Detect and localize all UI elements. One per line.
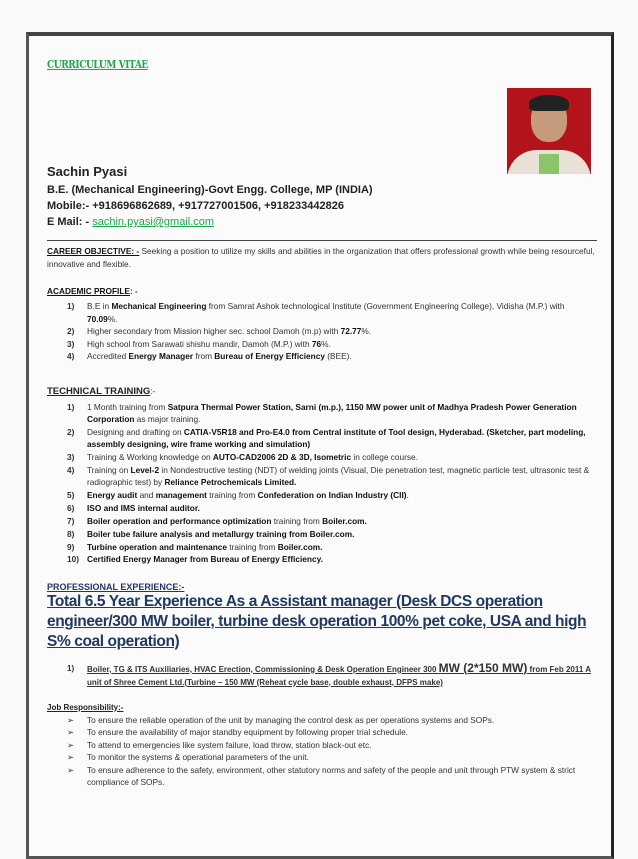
technical-list <box>47 401 597 566</box>
item-text: Turbine operation and maintenance <box>87 541 227 552</box>
cv-page <box>26 32 614 859</box>
technical-section <box>47 381 597 566</box>
arrow-bullet-icon: ➢ <box>67 752 74 763</box>
item-text: 72.77 <box>340 326 362 336</box>
heading-suffix: : - <box>129 286 138 296</box>
job-responsibility-heading: Job Responsibility:- <box>47 702 124 712</box>
list-item <box>67 515 597 527</box>
item-text: in Nondestructive testing (NDT) of welding joints (Visual, Die penetration test, magnetic particle test, ultrasonic test & radiographic test) by <box>87 464 590 488</box>
item-text: CATIA-V5R18 and Pro-E4.0 from Central institute of Tool design, Hyderabad. (Sketcher, part modeling, assembly designing, wire frame working and simulation) <box>87 426 586 449</box>
item-text: ISO and IMS internal auditor. <box>87 502 200 513</box>
item-text: To attend to emergencies like system failure, load throw, station black-out etc. <box>87 739 372 750</box>
item-text: Boiler.com. <box>322 515 367 526</box>
item-text: Higher secondary from Mission higher sec. school Damoh (m.p) with <box>87 326 341 336</box>
candidate-name: Sachin Pyasi <box>47 164 128 179</box>
item-text: training from <box>206 489 258 500</box>
list-item <box>67 751 597 764</box>
list-item <box>67 502 597 514</box>
item-text: Reliance Petrochemicals Limited. <box>164 477 297 488</box>
list-item <box>67 714 597 727</box>
item-text: To ensure adherence to the safety, environment, other statutory norms and safety of the people and unit through PTW system & strict compliance of SOPs. <box>87 764 576 788</box>
experience-capacity: MW (2*150 MW) <box>438 660 528 675</box>
list-item <box>67 464 597 489</box>
item-text: training from <box>227 541 278 552</box>
item-number: 10) <box>67 554 79 565</box>
list-item <box>67 553 597 565</box>
item-text: Accredited <box>87 351 129 361</box>
item-text: Bureau of Energy Efficiency <box>214 351 325 361</box>
job-responsibility-list <box>47 714 597 789</box>
item-text: 1 Month training from <box>87 401 168 412</box>
item-text: Confederation on Indian Industry (CII) <box>257 489 407 500</box>
item-text: . <box>406 489 409 500</box>
item-text: training from <box>271 515 323 526</box>
item-text: 70.09 <box>87 313 108 324</box>
experience-summary: Total 6.5 Year Experience As a Assistant manager (Desk DCS operation engineer/300 MW boiler, turbine desk operation 100% pet coke, USA and high S% coal operation) <box>47 592 587 650</box>
list-item <box>67 325 597 338</box>
item-text: Energy audit <box>87 489 138 500</box>
list-item <box>67 338 597 351</box>
item-text: AUTO-CAD2006 2D & 3D, Isometric <box>212 451 352 462</box>
item-text: %. <box>107 313 118 324</box>
arrow-bullet-icon: ➢ <box>67 714 74 725</box>
technical-heading: TECHNICAL TRAINING <box>47 385 151 397</box>
email-link[interactable]: sachin.pyasi@gmail.com <box>92 216 215 228</box>
profile-photo <box>507 88 591 174</box>
item-number: 3) <box>67 451 75 462</box>
experience-role: Boiler, TG & ITS Auxiliaries, HVAC Erection, Commissioning & Desk Operation Engineer 300 <box>87 664 439 674</box>
item-text: To monitor the systems & operational parameters of the unit. <box>87 752 309 763</box>
item-text: B.E in <box>87 301 112 311</box>
list-item <box>67 451 597 463</box>
experience-company: A unit of Shree Cement Ltd.( <box>87 664 592 687</box>
academic-list <box>47 300 597 363</box>
item-text: Satpura Thermal Power Station, Sarni (m.p.), 1150 MW power unit of Madhya Pradesh Power Generation Corporation <box>87 401 577 424</box>
career-objective-text: Seeking a position to utilize my skills and abilities in the organization that offers professional growth while being resourceful, innovative and flexible. <box>47 246 595 269</box>
item-text: from Samrat Ashok technological Institute (Government Engineering College), Vidisha (M.P.) with <box>206 301 565 311</box>
item-text: Certified Energy Manager from Bureau of Energy Efficiency. <box>87 554 323 565</box>
item-text: To ensure the availability of major standby equipment by following proper trial schedule. <box>87 727 408 738</box>
experience-turbine: Turbine – 150 MW (Reheat cycle base, double exhaust, DFPS make) <box>187 677 443 687</box>
list-item <box>67 350 597 363</box>
item-number: 4) <box>67 351 75 361</box>
academic-section <box>47 285 597 363</box>
career-objective-label: CAREER OBJECTIVE: - <box>47 246 140 256</box>
list-item <box>67 426 597 451</box>
item-text: Boiler operation and performance optimization <box>87 515 272 526</box>
email-line <box>47 214 597 230</box>
divider <box>47 240 597 241</box>
item-number: 3) <box>67 338 75 349</box>
list-item <box>67 541 597 553</box>
item-number: 1) <box>67 301 75 311</box>
item-text: %. <box>321 338 331 349</box>
arrow-bullet-icon: ➢ <box>67 764 74 775</box>
email-label: E Mail: - <box>47 216 93 228</box>
item-number: 7) <box>67 515 75 526</box>
item-text: High school from Sarawati shishu mandir, Damoh (M.P.) with <box>87 338 312 349</box>
item-text: Boiler tube failure analysis and metallurgy training from Boiler.com. <box>87 528 355 539</box>
item-number: 8) <box>67 528 75 539</box>
item-text: management <box>155 489 207 500</box>
item-text: To ensure the reliable operation of the unit by managing the control desk as per operations systems and SOPs. <box>87 714 495 725</box>
item-text: (BEE). <box>324 351 352 361</box>
item-text: 76 <box>311 338 322 349</box>
arrow-bullet-icon: ➢ <box>67 727 74 738</box>
item-text: in college course. <box>351 451 418 462</box>
mobile-line: Mobile:- +918696862689, +917727001506, +918233442826 <box>47 200 344 212</box>
career-objective <box>47 245 597 271</box>
item-text: Training on <box>87 464 131 475</box>
item-number: 2) <box>67 326 75 336</box>
item-text: Boiler.com. <box>277 541 323 552</box>
item-number: 1) <box>67 401 75 412</box>
item-text: Designing and drafting on <box>87 426 184 437</box>
document-title: CURRICULUM VITAE <box>47 58 148 71</box>
experience-heading: PROFESSIONAL EXPERIENCE:- <box>47 581 185 592</box>
item-text: Level-2 <box>130 464 160 475</box>
item-number: 6) <box>67 502 75 513</box>
list-item <box>67 764 597 789</box>
list-item <box>67 739 597 752</box>
academic-heading: ACADEMIC PROFILE <box>47 286 130 296</box>
arrow-bullet-icon: ➢ <box>67 739 74 750</box>
experience-date: from Feb 2011 <box>527 664 584 674</box>
item-text: Training & Working knowledge on <box>87 451 213 462</box>
list-item <box>67 489 597 501</box>
degree-line: B.E. (Mechanical Engineering)-Govt Engg. College, MP (INDIA) <box>47 184 373 196</box>
item-number: 9) <box>67 541 75 552</box>
item-text: Energy Manager <box>128 351 194 361</box>
experience-item: 1) Boiler, TG & ITS Auxiliaries, HVAC Erection, Commissioning & Desk Operation Engineer 300 MW (2*150 MW) from Feb 2011 A unit of Shree Cement Ltd.(Turbine – 150 MW (Reheat cycle base, double exhaust, DFPS make) <box>67 660 592 687</box>
list-item <box>67 300 597 325</box>
item-number: 5) <box>67 489 75 500</box>
list-item <box>67 401 597 426</box>
item-text: Mechanical Engineering <box>111 301 207 311</box>
experience-list <box>47 662 597 689</box>
list-item <box>67 726 597 739</box>
heading-suffix: :- <box>150 386 156 396</box>
item-text: and <box>137 489 156 500</box>
list-item <box>67 528 597 540</box>
item-text: from <box>193 351 215 361</box>
item-number: 4) <box>67 464 75 475</box>
item-text: %. <box>361 326 372 336</box>
item-number: 2) <box>67 426 75 437</box>
item-text: as major training. <box>134 413 201 424</box>
